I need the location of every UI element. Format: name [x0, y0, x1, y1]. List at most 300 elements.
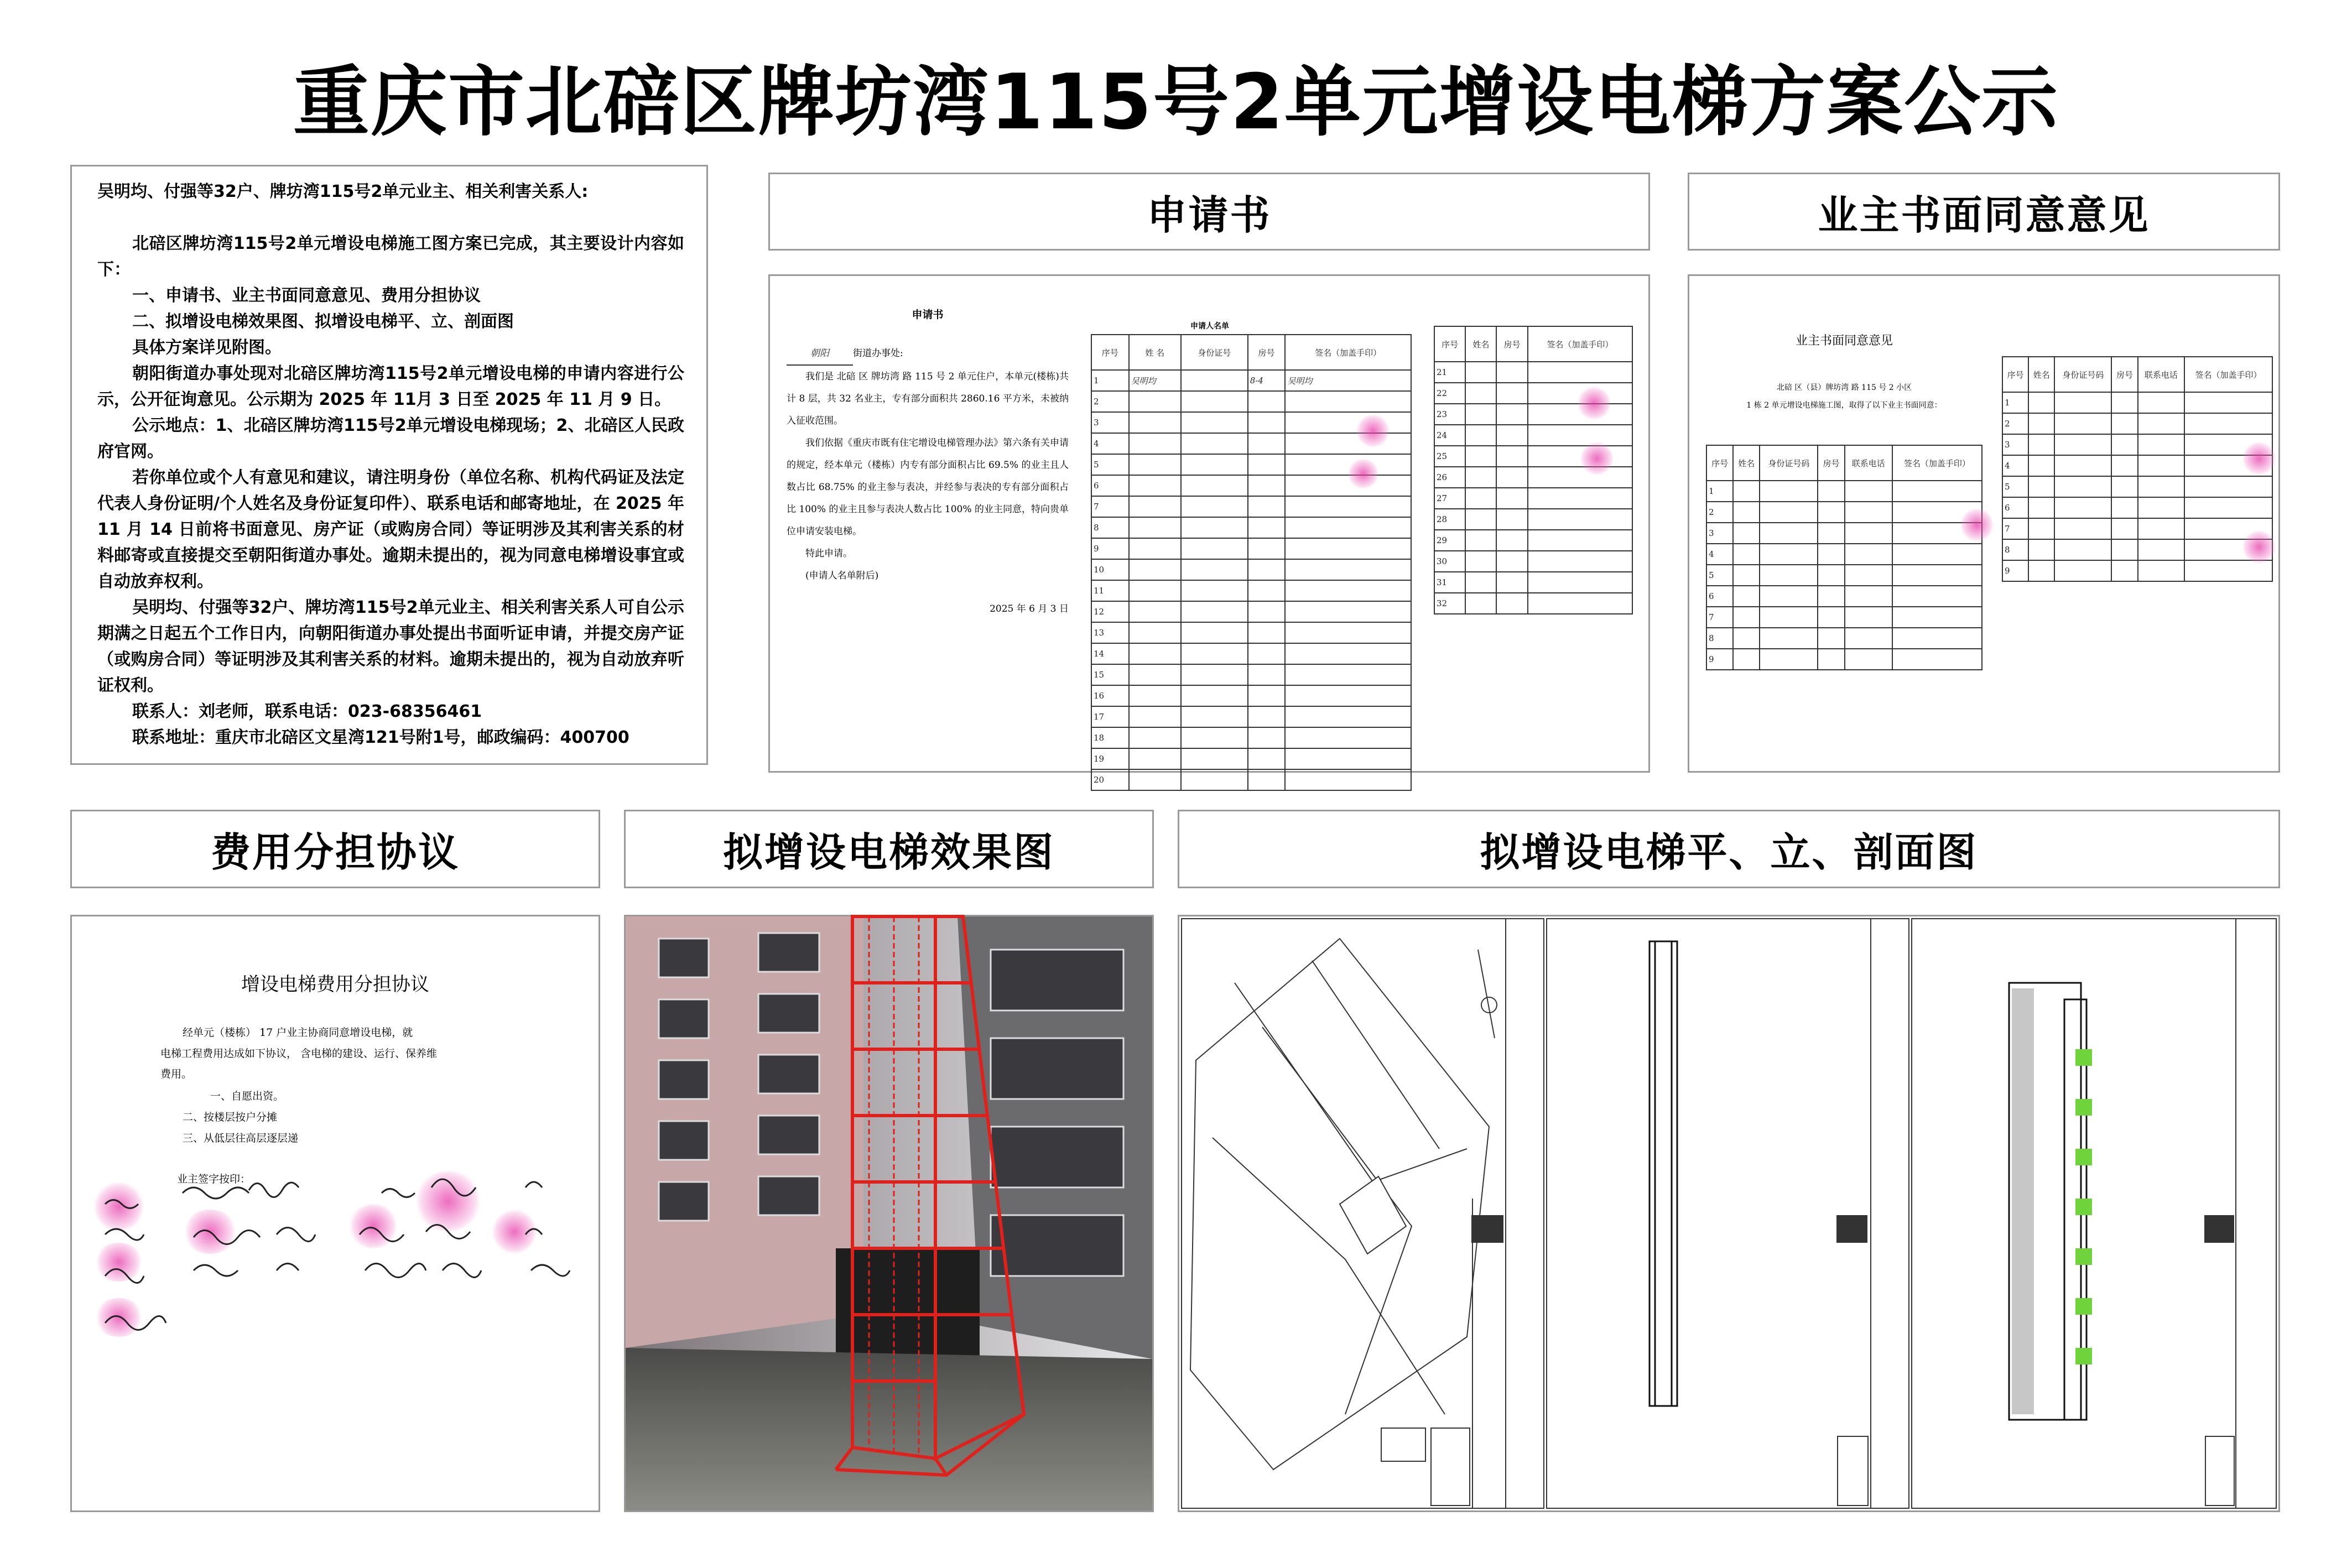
table-cell	[1181, 454, 1248, 475]
row-number: 2	[1091, 391, 1129, 412]
table-row	[1091, 664, 1411, 685]
table-cell	[1496, 551, 1527, 572]
table-cell	[1845, 649, 1892, 670]
cost-agreement-line: 费用。	[160, 1068, 192, 1080]
table-cell	[2111, 413, 2137, 434]
table-cell	[1248, 496, 1286, 517]
table-cell	[1248, 433, 1286, 454]
table-row	[1434, 530, 1632, 551]
table-cell	[1181, 538, 1248, 559]
table-cell	[2054, 434, 2111, 455]
table-cell	[1845, 628, 1892, 649]
table-cell	[2111, 434, 2137, 455]
row-number: 1	[1091, 370, 1129, 391]
table-cell	[1248, 685, 1286, 706]
table-cell	[1528, 362, 1632, 383]
notice-text-panel	[70, 165, 708, 765]
row-number: 8	[1706, 628, 1733, 649]
table-cell	[1285, 601, 1411, 622]
table-cell	[1248, 664, 1286, 685]
table-cell	[1818, 586, 1844, 607]
table-cell	[1818, 565, 1844, 586]
row-number: 1	[2002, 392, 2028, 413]
section-header-rendering: 拟增设电梯效果图	[624, 810, 1154, 888]
table-header-cell: 身份证号码	[1760, 445, 1818, 481]
table-cell	[1465, 593, 1496, 614]
row-number: 2	[1706, 502, 1733, 523]
applicant-list-page-1	[1069, 309, 1423, 785]
row-number: 3	[2002, 434, 2028, 455]
application-body: 我们依据《重庆市既有住宅增设电梯管理办法》第六条有关申请的规定，经本单元（楼栋）内专有部分面积占比 69.5% 的业主且人数占比 68.75% 的业主参与表决，并经参与表决的专有部分面积占比 100% 的业主且参与表决人数占比 100% 的业主同意，特向贵单位申请安装电梯。	[787, 437, 1069, 537]
table-cell	[1129, 454, 1181, 475]
table-row	[1091, 748, 1411, 769]
table-header-cell: 签名（加盖手印）	[2184, 357, 2272, 392]
row-number: 13	[1091, 622, 1129, 643]
table-cell	[1496, 362, 1527, 383]
sign-label: 业主签字按印：	[177, 1173, 251, 1185]
row-number: 3	[1091, 412, 1129, 433]
fingerprint-stamp	[1580, 442, 1614, 475]
notice-paragraph: 北碚区牌坊湾115号2单元增设电梯施工图方案已完成，其主要设计内容如下：	[97, 234, 684, 279]
table-cell	[1285, 538, 1411, 559]
application-document-scan	[768, 274, 1650, 785]
table-cell	[1129, 643, 1181, 664]
table-cell	[1181, 706, 1248, 727]
consent-page-1	[1700, 309, 1988, 752]
table-cell	[2111, 455, 2137, 476]
table-cell	[1528, 593, 1632, 614]
table-cell	[1892, 586, 1982, 607]
table-header-cell: 身份证号	[1181, 335, 1248, 370]
table-header-cell: 身份证号码	[2054, 357, 2111, 392]
table-cell	[1465, 467, 1496, 488]
table-cell	[2138, 413, 2184, 434]
table-cell	[1528, 425, 1632, 446]
table-cell	[1129, 538, 1181, 559]
table-header-cell: 签名（加盖手印）	[1285, 335, 1411, 370]
table-cell	[2054, 560, 2111, 581]
table-cell	[2054, 413, 2111, 434]
notice-paragraph: 一、申请书、业主书面同意意见、费用分担协议	[132, 286, 481, 305]
table-cell	[1181, 769, 1248, 790]
table-header-cell: 姓名	[1733, 445, 1760, 481]
page-title: 重庆市北碚区牌坊湾115号2单元增设电梯方案公示	[293, 58, 2059, 147]
row-number: 7	[2002, 518, 2028, 539]
consent-title: 业主书面同意意见	[1795, 334, 1893, 348]
notice-paragraph: 吴明均、付强等32户、牌坊湾115号2单元业主、相关利害关系人可自公示期满之日起五个工作日内，向朝阳街道办事处提出书面听证申请，并提交房产证（或购房合同）等证明涉及其利害关系的材料。逾期未提出的，视为自动放弃听证权利。	[97, 598, 684, 695]
row-number: 30	[1434, 551, 1465, 572]
cost-agreement-line: 电梯工程费用达成如下协议， 含电梯的建设、运行、保养维	[160, 1048, 438, 1060]
table-cell	[1892, 565, 1982, 586]
cost-agreement-line: 经单元（楼栋） 17 户业主协商同意增设电梯，就	[183, 1027, 413, 1039]
table-row	[1091, 580, 1411, 601]
table-cell	[1285, 643, 1411, 664]
table-cell	[1285, 769, 1411, 790]
table-cell	[1248, 601, 1286, 622]
table-row	[1434, 509, 1632, 530]
table-row	[1091, 769, 1411, 790]
table-row	[1434, 362, 1632, 383]
table-cell	[1181, 643, 1248, 664]
table-header-cell: 序号	[1091, 335, 1129, 370]
table-cell	[1760, 607, 1818, 628]
elevator-rendering-photo	[624, 915, 1154, 1512]
application-body: 我们是 北碚 区 牌坊湾 路 115 号 2 单元住户，本单元(楼栋)共计 8 层，共 32 名业主，专有部分面积共 2860.16 平方米，未被纳入征收范围。	[787, 371, 1069, 426]
elevation-sheet-1	[1547, 919, 1909, 1508]
table-header-cell: 联系电话	[1845, 445, 1892, 481]
table-cell	[1181, 475, 1248, 496]
table-row	[1091, 643, 1411, 664]
table-cell	[1181, 580, 1248, 601]
row-number: 29	[1434, 530, 1465, 551]
table-row	[1091, 622, 1411, 643]
table-cell	[1248, 580, 1286, 601]
fingerprint-stamp	[2242, 530, 2276, 564]
notice-greeting: 吴明均、付强等32户、牌坊湾115号2单元业主、相关利害关系人:	[97, 182, 589, 201]
table-cell	[1465, 530, 1496, 551]
table-cell	[2184, 476, 2272, 497]
table-cell	[1733, 481, 1760, 502]
fingerprint-stamp	[1578, 387, 1611, 420]
row-number: 22	[1434, 383, 1465, 404]
table-cell	[1465, 509, 1496, 530]
table-cell: 吴明均	[1285, 370, 1411, 391]
applicant-list-title: 申请人名单	[1190, 322, 1229, 331]
row-number: 32	[1434, 593, 1465, 614]
table-cell	[1248, 706, 1286, 727]
table-cell	[1818, 607, 1844, 628]
table-cell	[1760, 502, 1818, 523]
table-cell	[1845, 544, 1892, 565]
table-cell	[1818, 628, 1844, 649]
application-letter-page	[787, 298, 1069, 741]
table-cell	[1129, 664, 1181, 685]
table-cell	[1248, 727, 1286, 748]
row-number: 4	[2002, 455, 2028, 476]
addressee-handwriting: 朝阳	[787, 342, 853, 366]
table-row	[2002, 455, 2272, 476]
cost-item: 二、按楼层按户分摊	[183, 1111, 278, 1123]
table-row	[2002, 434, 2272, 455]
table-cell	[2138, 434, 2184, 455]
row-number: 11	[1091, 580, 1129, 601]
table-cell	[1892, 481, 1982, 502]
table-header-cell: 房号	[1818, 445, 1844, 481]
table-cell	[1760, 565, 1818, 586]
table-cell	[2054, 392, 2111, 413]
table-cell	[2111, 497, 2137, 518]
table-cell	[1181, 664, 1248, 685]
fingerprint-stamp	[1960, 508, 1994, 541]
row-number: 19	[1091, 748, 1129, 769]
row-number: 9	[1091, 538, 1129, 559]
table-cell	[1496, 593, 1527, 614]
table-row	[1434, 593, 1632, 614]
table-row	[1091, 559, 1411, 580]
table-cell	[2028, 476, 2054, 497]
table-header-cell: 姓名	[2028, 357, 2054, 392]
table-cell	[1129, 475, 1181, 496]
row-number: 20	[1091, 769, 1129, 790]
table-cell	[1248, 643, 1286, 664]
row-number: 7	[1706, 607, 1733, 628]
table-cell	[1465, 488, 1496, 509]
table-cell	[1285, 496, 1411, 517]
row-number: 12	[1091, 601, 1129, 622]
table-cell	[1528, 530, 1632, 551]
table-cell	[1496, 530, 1527, 551]
row-number: 10	[1091, 559, 1129, 580]
table-cell	[2111, 518, 2137, 539]
table-cell	[2111, 476, 2137, 497]
table-cell	[1129, 496, 1181, 517]
table-cell	[1818, 502, 1844, 523]
table-cell	[1528, 509, 1632, 530]
table-cell	[2054, 476, 2111, 497]
elevation-sheet-2	[1912, 919, 2276, 1508]
table-row	[1706, 628, 1982, 649]
table-cell	[1528, 572, 1632, 593]
row-number: 28	[1434, 509, 1465, 530]
table-cell	[1528, 467, 1632, 488]
table-cell	[1285, 412, 1411, 433]
table-cell	[2138, 455, 2184, 476]
table-cell	[1733, 565, 1760, 586]
table-cell	[2184, 413, 2272, 434]
row-number: 6	[2002, 497, 2028, 518]
row-number: 27	[1434, 488, 1465, 509]
table-cell	[1129, 706, 1181, 727]
cost-agreement-title: 增设电梯费用分担协议	[241, 973, 429, 996]
table-cell	[1465, 551, 1496, 572]
table-cell	[1129, 601, 1181, 622]
section-header-drawings: 拟增设电梯平、立、剖面图	[1178, 810, 2280, 888]
table-cell	[1465, 362, 1496, 383]
table-cell	[1733, 523, 1760, 544]
consent-table	[2002, 356, 2273, 582]
table-cell	[1892, 544, 1982, 565]
table-header-cell: 序号	[1706, 445, 1733, 481]
table-cell	[1285, 433, 1411, 454]
table-row	[1091, 370, 1411, 391]
table-cell	[2184, 392, 2272, 413]
table-header-cell: 签名（加盖手印）	[1528, 326, 1632, 362]
table-cell	[1248, 538, 1286, 559]
table-row	[2002, 413, 2272, 434]
table-cell	[1248, 559, 1286, 580]
table-cell	[1845, 502, 1892, 523]
table-cell	[2054, 497, 2111, 518]
table-header-cell: 房号	[1496, 326, 1527, 362]
table-cell	[1129, 622, 1181, 643]
table-cell	[2138, 560, 2184, 581]
row-number: 8	[1091, 517, 1129, 538]
table-cell	[1818, 544, 1844, 565]
table-cell	[1733, 544, 1760, 565]
row-number: 5	[2002, 476, 2028, 497]
table-cell	[1248, 454, 1286, 475]
section-header-application: 申请书	[768, 173, 1650, 251]
table-row	[2002, 539, 2272, 560]
table-cell	[1181, 601, 1248, 622]
table-cell	[1465, 404, 1496, 425]
row-number: 24	[1434, 425, 1465, 446]
table-cell	[2138, 497, 2184, 518]
table-cell	[1845, 607, 1892, 628]
row-number: 6	[1706, 586, 1733, 607]
table-row	[1434, 551, 1632, 572]
row-number: 7	[1091, 496, 1129, 517]
row-number: 6	[1091, 475, 1129, 496]
table-header-cell: 签名（加盖手印）	[1892, 445, 1982, 481]
contact-person: 联系人：刘老师，联系电话：023-68356461	[132, 702, 482, 721]
table-cell	[1465, 572, 1496, 593]
table-cell	[2111, 539, 2137, 560]
table-cell	[1285, 559, 1411, 580]
table-cell	[1528, 488, 1632, 509]
table-cell	[1733, 586, 1760, 607]
table-cell	[1129, 748, 1181, 769]
fingerprint-stamp	[1356, 414, 1390, 447]
table-cell	[2028, 392, 2054, 413]
table-cell	[1465, 446, 1496, 467]
table-cell	[2028, 434, 2054, 455]
table-row	[1091, 538, 1411, 559]
table-cell	[1248, 769, 1286, 790]
table-cell	[2028, 560, 2054, 581]
table-cell	[2028, 518, 2054, 539]
table-cell	[2111, 392, 2137, 413]
table-header-cell: 姓名	[1465, 326, 1496, 362]
section-header-owner-consent: 业主书面同意意见	[1688, 173, 2280, 251]
table-cell	[1285, 748, 1411, 769]
table-cell	[1129, 517, 1181, 538]
table-row	[2002, 497, 2272, 518]
row-number: 16	[1091, 685, 1129, 706]
notice-paragraph: 朝阳街道办事处现对北碚区牌坊湾115号2单元增设电梯的申请内容进行公示，公开征询意见。公示期为 2025 年 11月 3 日至 2025 年 11 月 9 日。	[97, 364, 684, 409]
table-header-cell: 姓 名	[1129, 335, 1181, 370]
table-cell	[1760, 649, 1818, 670]
table-cell	[1733, 502, 1760, 523]
table-row	[1706, 607, 1982, 628]
table-cell	[1248, 412, 1286, 433]
table-cell	[1760, 628, 1818, 649]
application-note: (申请人名单附后)	[805, 570, 879, 581]
table-cell	[1892, 607, 1982, 628]
row-number: 9	[1706, 649, 1733, 670]
green-glass-panels	[2075, 1049, 2092, 1364]
table-cell	[1181, 391, 1248, 412]
fingerprint-stamp	[2242, 442, 2276, 475]
table-header-cell: 房号	[2111, 357, 2137, 392]
table-row	[1091, 727, 1411, 748]
application-closing: 特此申请。	[805, 548, 852, 559]
table-cell	[1129, 580, 1181, 601]
row-number: 31	[1434, 572, 1465, 593]
applicant-table	[1091, 334, 1412, 791]
table-cell	[1181, 727, 1248, 748]
fingerprint-stamp	[1348, 459, 1378, 489]
table-cell	[1496, 467, 1527, 488]
table-cell	[1129, 685, 1181, 706]
table-row	[1091, 517, 1411, 538]
row-number: 4	[1706, 544, 1733, 565]
table-row	[1706, 565, 1982, 586]
table-cell	[1285, 622, 1411, 643]
handwritten-signatures	[72, 916, 602, 1514]
table-cell	[1181, 370, 1248, 391]
table-row	[1706, 481, 1982, 502]
rendering-image	[626, 916, 1152, 1510]
table-cell	[1733, 628, 1760, 649]
row-number: 14	[1091, 643, 1129, 664]
row-number: 3	[1706, 523, 1733, 544]
table-cell	[1465, 383, 1496, 404]
cost-agreement-document-scan	[70, 915, 600, 1512]
table-cell	[1892, 628, 1982, 649]
table-row	[1706, 523, 1982, 544]
consent-page-2	[1999, 356, 2276, 754]
table-cell	[1129, 769, 1181, 790]
table-row	[1706, 544, 1982, 565]
table-row	[1091, 706, 1411, 727]
section-header-cost-agreement: 费用分担协议	[70, 810, 600, 888]
table-cell	[1181, 748, 1248, 769]
table-cell	[1496, 404, 1527, 425]
table-cell	[1285, 517, 1411, 538]
table-cell	[1845, 565, 1892, 586]
table-cell	[1285, 580, 1411, 601]
table-cell	[1528, 551, 1632, 572]
table-cell	[1760, 523, 1818, 544]
table-cell: 8-4	[1248, 370, 1286, 391]
row-number: 1	[1706, 481, 1733, 502]
table-cell	[2138, 539, 2184, 560]
notice-paragraph: 若你单位或个人有意见和建议，请注明身份（单位名称、机构代码证及法定代表人身份证明/个人姓名及身份证复印件）、联系电话和邮寄地址，在 2025 年 11 月 14 日前将书面意见、房产证（或购房合同）等证明涉及其利害关系的材料邮寄或直接提交至朝阳街道办事处。逾期未提出的，视为同意电梯增设事宜或自动放弃权利。	[97, 468, 684, 591]
table-cell	[1285, 664, 1411, 685]
table-row	[1091, 685, 1411, 706]
table-row	[1706, 649, 1982, 670]
table-header-cell: 联系电话	[2138, 357, 2184, 392]
row-number: 18	[1091, 727, 1129, 748]
row-number: 2	[2002, 413, 2028, 434]
row-number: 8	[2002, 539, 2028, 560]
cost-item: 一、自愿出资。	[210, 1090, 284, 1102]
table-row	[1091, 496, 1411, 517]
table-cell	[2184, 497, 2272, 518]
notice-paragraph: 公示地点：1、北碚区牌坊湾115号2单元增设电梯现场；2、北碚区人民政府官网。	[97, 416, 684, 461]
table-row	[2002, 518, 2272, 539]
table-cell	[1285, 727, 1411, 748]
table-cell	[1181, 412, 1248, 433]
table-row	[1091, 601, 1411, 622]
row-number: 5	[1091, 454, 1129, 475]
table-cell	[1733, 649, 1760, 670]
table-cell	[1181, 622, 1248, 643]
contact-address: 联系地址：重庆市北碚区文星湾121号附1号，邮政编码：400700	[132, 728, 629, 747]
table-cell	[1760, 544, 1818, 565]
consent-address-line: 北碚 区（县）牌坊湾 路 115 号 2 小区	[1776, 383, 1912, 392]
row-number: 23	[1434, 404, 1465, 425]
table-cell	[1496, 383, 1527, 404]
table-cell	[1496, 446, 1527, 467]
table-cell	[2028, 539, 2054, 560]
table-cell	[1129, 433, 1181, 454]
table-cell	[1248, 622, 1286, 643]
row-number: 17	[1091, 706, 1129, 727]
table-cell	[2054, 518, 2111, 539]
table-cell	[1129, 727, 1181, 748]
